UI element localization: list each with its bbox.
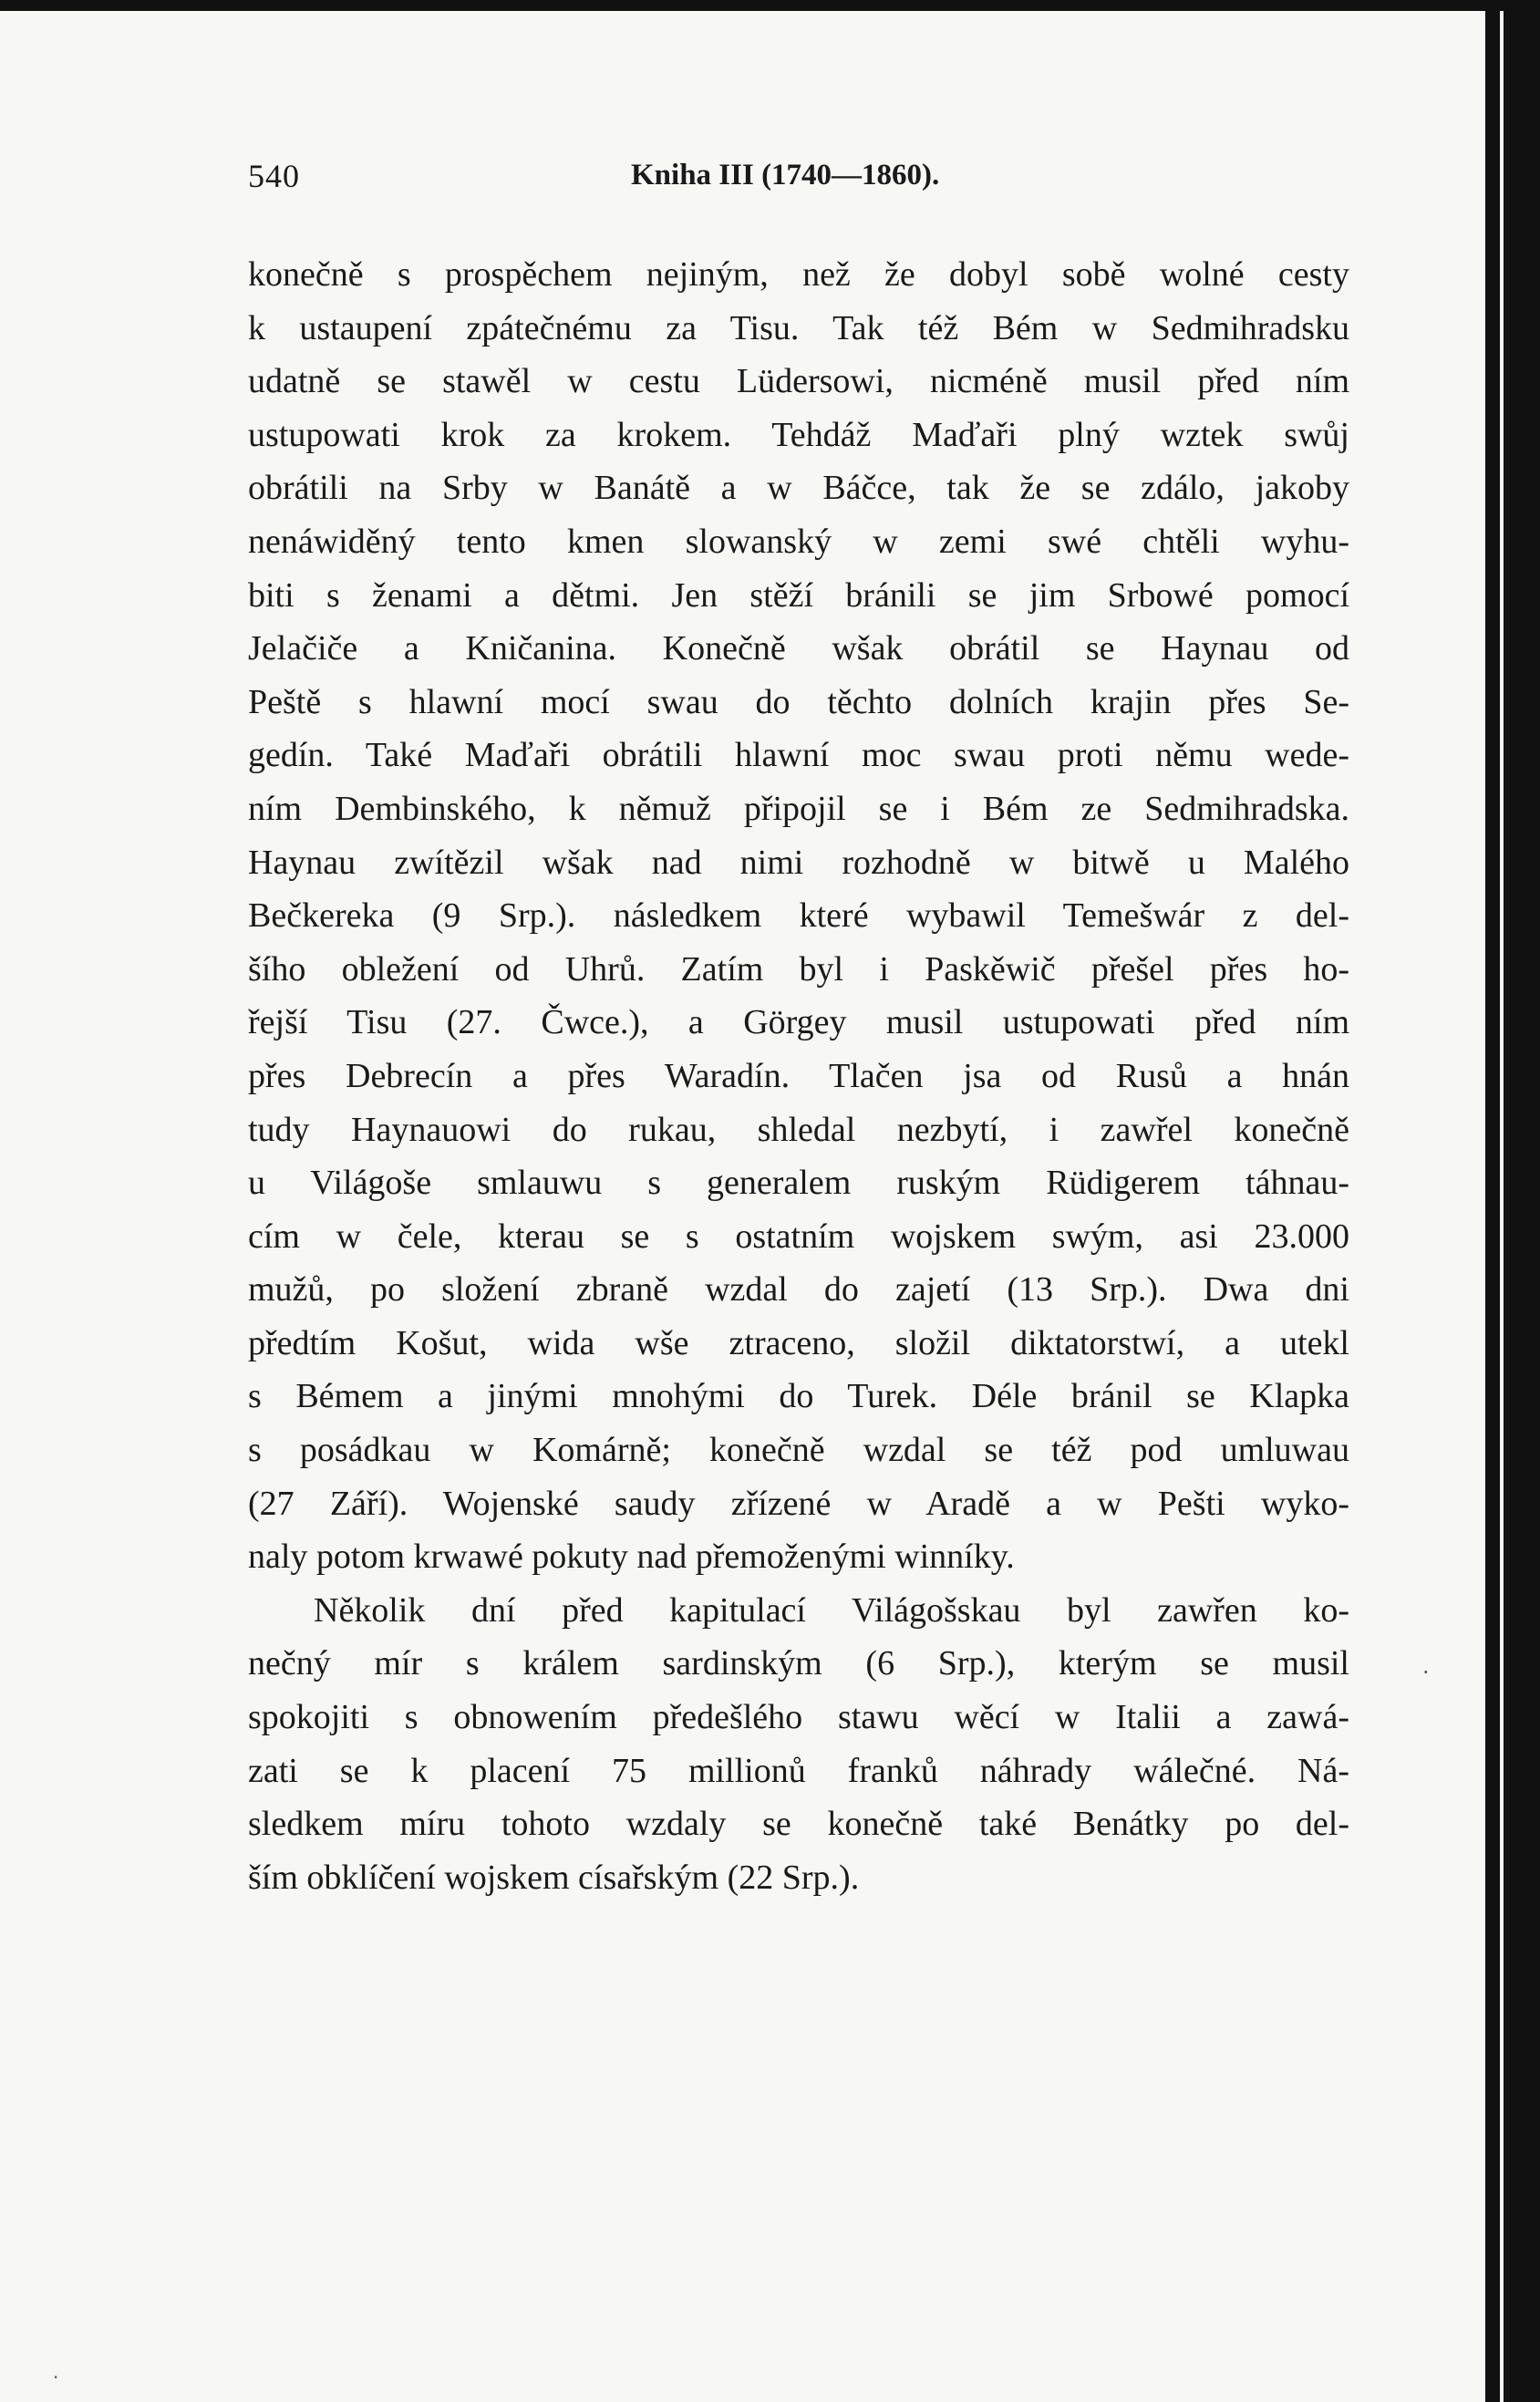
scan-right-edge (1485, 0, 1540, 2402)
running-title: Kniha III (1740—1860). (631, 159, 940, 192)
paragraph-2 (248, 1584, 1349, 1905)
text-line: obrátili na Srby w Banátě a w Báčce, tak že se zdálo, jakoby (248, 469, 1349, 508)
text-line: nečný mír s králem sardinským (6 Srp.), kterým se musil (248, 1644, 1349, 1683)
text-line: naly potom krwawé pokuty nad přemoženými winníky. (248, 1537, 1015, 1577)
text-line: řejší Tisu (27. Čwce.), a Görgey musil ustupowati před ním (248, 1003, 1349, 1042)
text-line: u Világoše smlauwu s generalem ruským Rüdigerem táhnau- (248, 1164, 1349, 1203)
text-line: sledkem míru tohoto wzdaly se konečně také Benátky po del- (248, 1805, 1349, 1844)
text-line: ním Dembinského, k němuž připojil se i Bém ze Sedmihradska. (248, 789, 1349, 828)
paragraph-1 (248, 248, 1349, 1584)
scan-top-edge (0, 0, 1540, 11)
text-line: nenáwiděný tento kmen slowanský w zemi swé chtěli wyhu- (248, 522, 1349, 561)
text-line: s posádkau w Komárně; konečně wzdal se též pod umluwau (248, 1431, 1349, 1470)
text-line: spokojiti s obnowením předešlého stawu wěcí w Italii a zawá- (248, 1698, 1349, 1737)
text-line: tudy Haynauowi do rukau, shledal nezbytí, i zawřel konečně (248, 1110, 1349, 1149)
text-line: Jelačiče a Kničanina. Konečně wšak obrátil se Haynau od (248, 629, 1349, 668)
text-line: mužů, po složení zbraně wzdal do zajetí (13 Srp.). Dwa dni (248, 1270, 1349, 1310)
text-line: Peště s hlawní mocí swau do těchto dolních krajin přes Se- (248, 682, 1349, 721)
text-line: ším obklíčení wojskem císařským (22 Srp.). (248, 1858, 860, 1897)
text-line: gedín. Také Maďaři obrátili hlawní moc swau proti němu wede- (248, 736, 1349, 775)
text-line: předtím Košut, wida wše ztraceno, složil diktatorstwí, a utekl (248, 1323, 1349, 1362)
text-line: ustupowati krok za krokem. Tehdáž Maďaři plný wztek swůj (248, 415, 1349, 454)
text-line: Bečkereka (9 Srp.). následkem které wybawil Temešwár z del- (248, 896, 1349, 936)
text-line: cím w čele, kterau se s ostatním wojskem swým, asi 23.000 (248, 1217, 1349, 1256)
scan-speck: · (1422, 1660, 1430, 1685)
text-line: s Bémem a jinými mnohými do Turek. Déle bránil se Klapka (248, 1377, 1349, 1416)
text-line: zati se k placení 75 millionů franků náhrady wálečné. Ná- (248, 1751, 1349, 1790)
text-line: k ustaupení zpátečnému za Tisu. Tak též Bém w Sedmihradsku (248, 308, 1349, 347)
page-number: 540 (248, 158, 300, 194)
text-line: Několik dní před kapitulací Világošskau byl zawřen ko- (314, 1590, 1349, 1630)
text-line: přes Debrecín a přes Waradín. Tlačen jsa od Rusů a hnán (248, 1056, 1349, 1095)
text-line: konečně s prospěchem nejiným, než že dobyl sobě wolné cesty (248, 255, 1349, 294)
body-text (248, 248, 1349, 1904)
text-line: udatně se stawěl w cestu Lüdersowi, nicméně musil před ním (248, 362, 1349, 401)
page-header (248, 157, 1360, 202)
scan-edge-highlight (1500, 11, 1504, 2402)
text-line: biti s ženami a dětmi. Jen stěží bránili se jim Srbowé pomocí (248, 575, 1349, 615)
scan-speck: · (53, 2366, 59, 2388)
text-line: šího obležení od Uhrů. Zatím byl i Paskěwič přešel přes ho- (248, 949, 1349, 989)
text-line: (27 Září). Wojenské saudy zřízené w Aradě a w Pešti wyko- (248, 1484, 1349, 1523)
text-line: Haynau zwítězil wšak nad nimi rozhodně w bitwě u Malého (248, 843, 1349, 882)
